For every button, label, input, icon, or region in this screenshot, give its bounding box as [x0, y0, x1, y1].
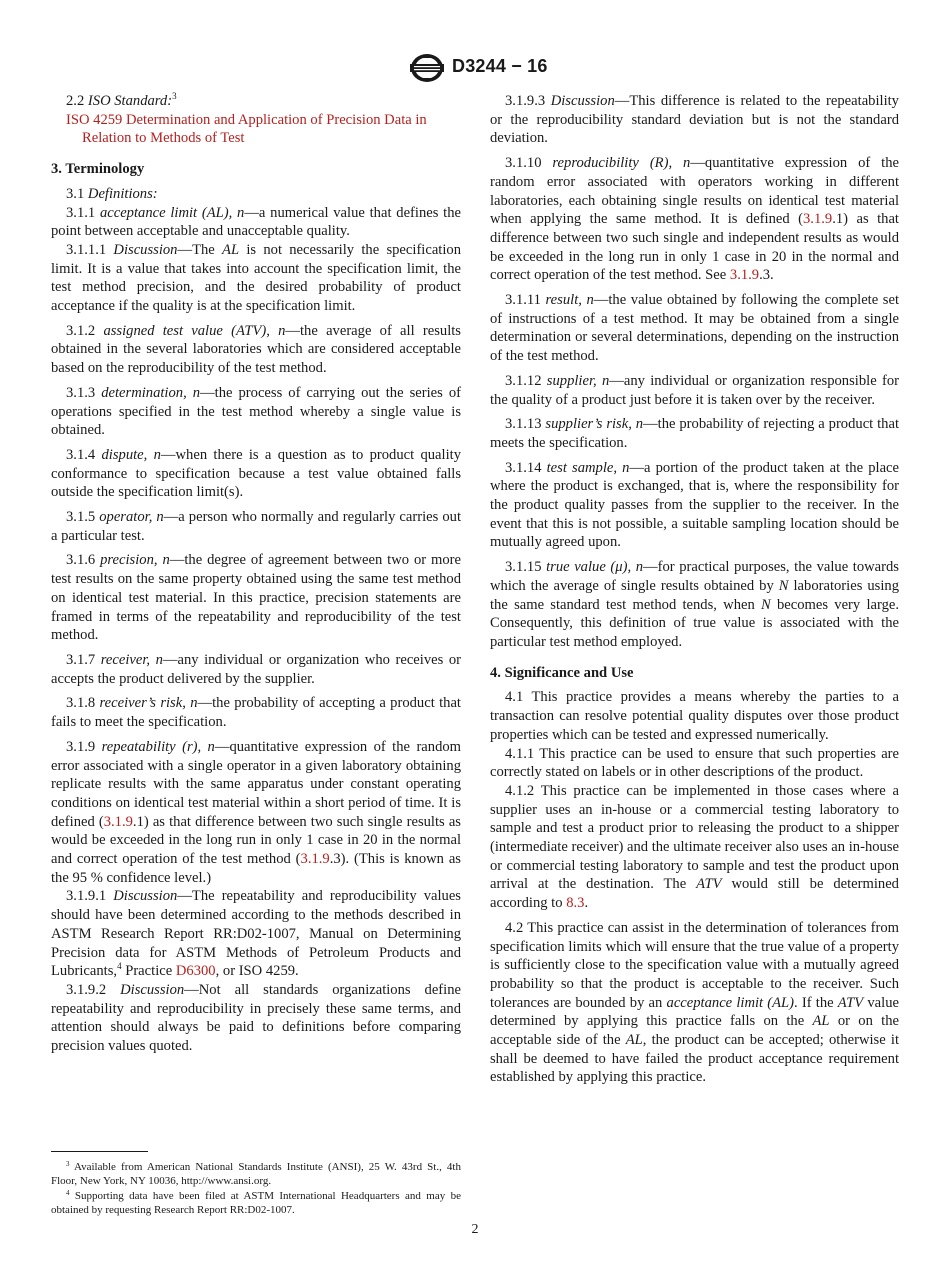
- page-header: [0, 52, 950, 86]
- definitions-heading: 3.1 Definitions:: [66, 185, 158, 202]
- para-3-1-13: 3.1.13 supplier’s risk, n—the probability of rejecting a product that meets the specification.: [490, 416, 900, 451]
- para-3-1-9: 3.1.9 repeatability (r), n—quantitative expression of the random error associated with a single operator in a given laboratory obtaining replicate results with the same apparatus under constant operating conditions on identical test material within a short period of time. It is defined (3.1.9.1) as that difference between two such single results as would be exceeded in the long run in only 1 case in 20 in the normal and correct operation of the test method (3.1.9.3). (This is known as the 95 % confidence level.): [51, 738, 462, 886]
- para-4-1-1: 4.1.1 This practice can be used to ensure that such properties are correctly stated on labels or in other descriptions of the product.: [490, 745, 900, 781]
- left-column: [51, 92, 461, 1056]
- footnote-divider: [51, 1151, 148, 1152]
- footnotes: [51, 1160, 461, 1218]
- d6300-link[interactable]: D6300: [175, 963, 216, 980]
- section-3-title: 3. Terminology: [51, 161, 145, 178]
- document-designation: D3244 − 16: [452, 56, 548, 76]
- para-3-1-14: 3.1.14 test sample, n—a portion of the product taken at the place where the product is exchanged, that is, where the responsibility for the product quality passes from the supplier to the receiver. In the event that this is not possible, a suitable sampling location should be mutually agreed upon.: [490, 459, 899, 551]
- para-3-1-8: 3.1.8 receiver’s risk, n—the probability of accepting a product that fails to meet the specification.: [51, 695, 461, 731]
- iso-standard-heading: 2.2 ISO Standard:$^3$: [66, 91, 177, 109]
- para-3-1-7: 3.1.7 receiver, n—any individual or organization who receives or accepts the product delivered by the supplier.: [51, 651, 461, 687]
- para-3-1-9-1: 3.1.9.1 Discussion—The repeatability and reproducibility values should have been determined according to the methods described in ASTM Research Report RR:D02-1007, Manual on Determining Precision data for ASTM Methods of Petroleum Products and Lubricants,$^4$ Practice D6300, or ISO 4259.: [51, 888, 461, 980]
- para-3-1-15: 3.1.15 true value (μ), n—for practical purposes, the value towards which the average of single results obtained by N laboratories using the same standard test method tends, when N becomes very large. Consequently, this definition of true value is associated with the particular test method employed.: [490, 559, 899, 650]
- ref-8-3-link[interactable]: 8.3: [566, 895, 585, 912]
- ref-3-1-9-link[interactable]: 3.1.9: [300, 851, 330, 868]
- para-3-1-5: 3.1.5 operator, n—a person who normally and regularly carries out a particular test.: [51, 509, 462, 544]
- para-3-1-11: 3.1.11 result, n—the value obtained by following the complete set of instructions of a test method. It may be obtained from a single determination or several determinations, depending on the instruction of the test method.: [490, 292, 900, 365]
- para-4-1-2: 4.1.2 This practice can be implemented in those cases where a supplier uses an in-house or a commercial testing laboratory to sample and test a product prior to releasing the product to a shipper (intermediate receiver) and the ultimate receiver also uses an in-house or commercial testing laboratory to sample and test the product upon arrival at the destination. The ATV would still be determined according to 8.3.: [490, 782, 900, 912]
- para-3-1-3: 3.1.3 determination, n—the process of carrying out the series of operations specified in the test method whereby a single value is obtained.: [51, 384, 461, 439]
- ref-3-1-9-link[interactable]: 3.1.9: [103, 813, 133, 830]
- para-4-2: 4.2 This practice can assist in the determination of tolerances from specification limits which will ensure that the true value of a property is sufficiently close to the specification value with a mutually agreed probability so that the product is acceptable to the receiver. Such tolerances are bounded by an acceptance limit (AL). If the ATV value determined by applying this practice falls on the AL or on the acceptable side of the AL, the product can be accepted; otherwise it shall be deemed to have failed the product acceptance requirement established by applying this practice.: [490, 919, 899, 1086]
- para-3-1-6: 3.1.6 precision, n—the degree of agreement between two or more test results on the same property obtained using the same test method on identical test material. In this practice, precision statements are framed in terms of the repeatability and reproducibility of the test method.: [51, 552, 461, 644]
- para-3-1-12: 3.1.12 supplier, n—any individual or organization responsible for the quality of a product just before it is taken over by the receiver.: [490, 372, 899, 408]
- iso-4259-title[interactable]: Determination and Application of Precision Data in Relation to Methods of Test: [82, 111, 427, 147]
- iso-4259-link[interactable]: ISO 4259: [66, 111, 123, 128]
- section-4-title: 4. Significance and Use: [490, 664, 634, 681]
- para-3-1-9-2: 3.1.9.2 Discussion—Not all standards organizations define repeatability and reproducibility in precisely these same terms, and attention should always be paid to definitions before comparing precision values quoted.: [51, 981, 461, 1055]
- para-3-1-4: 3.1.4 dispute, n—when there is a question as to product quality conformance to specification because a test value obtained falls outside the specification limit(s).: [51, 446, 461, 501]
- ref-3-1-9-link[interactable]: 3.1.9: [729, 267, 760, 284]
- iso-4259-reference[interactable]: [51, 111, 461, 148]
- para-4-1: 4.1 This practice provides a means whereby the parties to a transaction can resolve potential quality disputes over those product properties which can be tested and expressed numerically.: [490, 689, 899, 743]
- footnote-3: $^3$ Available from American National Standards Institute (ANSI), 25 W. 43rd St., 4th Floor, New York, NY 10036, http://www.ansi.org.: [51, 1160, 461, 1188]
- right-column: [490, 92, 899, 1087]
- para-3-1-2: 3.1.2 assigned test value (ATV), n—the average of all results obtained in the several laboratories which are considered acceptable based on the reproducibility of the test method.: [51, 322, 461, 377]
- para-3-1-1: 3.1.1 acceptance limit (AL), n—a numerical value that defines the point between acceptable and unacceptable quality.: [51, 204, 462, 240]
- page-number: 2: [471, 1222, 479, 1237]
- para-3-1-1-1: 3.1.1.1 Discussion—The AL is not necessarily the specification limit. It is a value that takes into account the specification limit, the test method precision, and the desired probability of product acceptance if the quality is at the specification limit.: [51, 241, 462, 315]
- astm-logo-icon: [408, 52, 446, 84]
- para-3-1-9-3: 3.1.9.3 Discussion—This difference is related to the repeatability or the reproducibility standard deviation but is not the standard deviation.: [490, 93, 899, 147]
- footnote-4: $^4$ Supporting data have been filed at ASTM International Headquarters and may be obtained by requesting Research Report RR:D02-1007.: [51, 1188, 461, 1217]
- para-3-1-10: 3.1.10 reproducibility (R), n—quantitative expression of the random error associated with operators working in different laboratories, each obtaining single results on identical test material when applying the same method. It is defined (3.1.9.1) as that difference between two such single and independent results as would be exceeded in the long run in only 1 case in 20 in the normal and correct operation of the test method. See 3.1.9.3.: [490, 155, 899, 284]
- ref-3-1-9-link[interactable]: 3.1.9: [803, 211, 833, 228]
